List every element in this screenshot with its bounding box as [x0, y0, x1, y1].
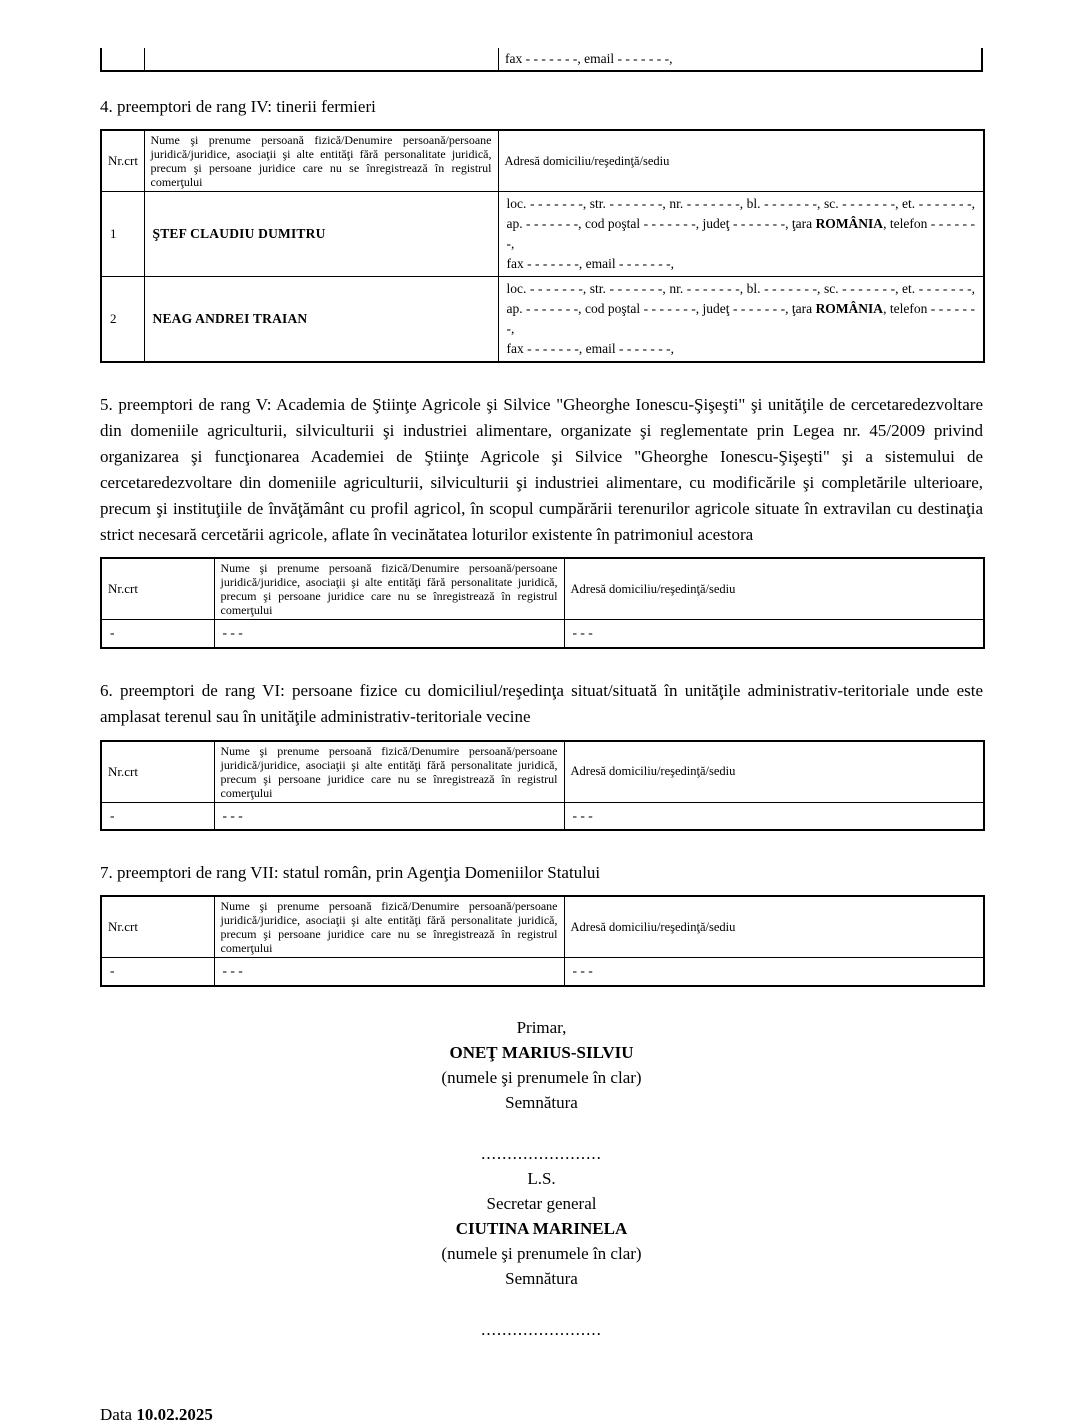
table-header-row: [101, 130, 984, 192]
signature-dotted-line: .......................: [481, 1143, 602, 1163]
row-address: [498, 277, 984, 363]
header-nr-crt: Nr.crt: [101, 130, 144, 192]
address-line2-pre: ap. - - - - - - -, cod poştal - - - - - - -, judeţ - - - - - - -, ţara: [506, 301, 816, 316]
header-address-column: Adresă domiciliu/reşedinţă/sediu: [498, 130, 984, 192]
row-name: - - -: [214, 620, 564, 648]
table-header-row: [101, 896, 984, 958]
section5-paragraph: 5. preemptori de rang V: Academia de Ştiinţe Agricole şi Silvice "Gheorghe Ionescu-Şişeşti" şi unităţile de cercetaredezvoltare din domeniile agriculturii, silviculturii şi industriei alimentare, organizate şi reglementate prin Legea nr. 45/2009 privind organizarea şi funcţionarea Academiei de Ştiinţe Agricole şi Silvice "Gheorghe Ionescu-Şişeşti" şi a sistemului de cercetaredezvoltare din domeniile agriculturii, silviculturii şi industriei alimentare, cu modificările şi completările ulterioare, precum şi instituţiile de învăţământ cu profil agricol, în scopul cumpărării terenurilor agricole situate în extravilan cu destinaţia strict necesară cercetării agricole, aflate în vecinătatea loturilor existente în patrimoniul acestora: [100, 395, 983, 544]
signature-dotted-line: .......................: [481, 1319, 602, 1339]
address-country: ROMÂNIA: [815, 301, 884, 316]
section6-heading: 6. preemptori de rang VI: persoane fizice cu domiciliul/reşedinţa situat/situată în unităţile administrativ-teritoriale unde este amplasat terenul sau în unităţile administrativ-teritoriale vecine: [100, 680, 983, 726]
header-nr-crt: Nr.crt: [101, 558, 214, 620]
address-line2: [507, 299, 976, 339]
row-name: - - -: [214, 958, 564, 986]
address-line2-pre: ap. - - - - - - -, cod poştal - - - - - - -, judeţ - - - - - - -, ţara: [506, 216, 816, 231]
header-name-column: Nume şi prenume persoană fizică/Denumire persoană/persoane juridică/juridice, asociaţii şi alte entităţi fără personalitate juridică, precum şi persoane juridice care nu se înregistrează în registrul comerţului: [214, 896, 564, 958]
date-line: [100, 1402, 983, 1427]
row-address: - - -: [564, 802, 984, 830]
address-line2-post: , telefon - - - - - - -,: [506, 216, 975, 251]
header-name-column: Nume şi prenume persoană fizică/Denumire persoană/persoane juridică/juridice, asociaţii şi alte entităţi fără personalitate juridică, precum şi persoane juridice care nu se înregistrează în registrul comerţului: [214, 741, 564, 803]
header-address-column: Adresă domiciliu/reşedinţă/sediu: [564, 896, 984, 958]
section7-table: [100, 895, 985, 987]
section4-table: [100, 129, 985, 363]
row-name: - - -: [214, 802, 564, 830]
row-address: - - -: [564, 958, 984, 986]
table-header-row: [101, 741, 984, 803]
row-number: -: [101, 958, 214, 986]
address-line2: [507, 214, 976, 254]
row-number: -: [101, 620, 214, 648]
name-note: (numele şi prenumele în clar): [441, 1243, 642, 1263]
address-country: ROMÂNIA: [815, 216, 884, 231]
table-row: [101, 192, 984, 277]
address-line3: fax - - - - - - -, email - - - - - - -,: [506, 256, 675, 271]
row-number: 2: [101, 277, 144, 363]
section7-heading: 7. preemptori de rang VII: statul român, prin Agenţia Domeniilor Statului: [100, 863, 601, 882]
section6-table: [100, 740, 985, 832]
mayor-name: ONEŢ MARIUS-SILVIU: [449, 1042, 634, 1062]
row-address: [498, 192, 984, 277]
header-name-column: Nume şi prenume persoană fizică/Denumire persoană/persoane juridică/juridice, asociaţii şi alte entităţi fără personalitate juridică, precum şi persoane juridice care nu se înregistrează în registrul comerţului: [214, 558, 564, 620]
header-nr-crt: Nr.crt: [101, 741, 214, 803]
partial-cell-address: fax - - - - - - -, email - - - - - - -,: [505, 51, 673, 66]
address-line1: loc. - - - - - - -, str. - - - - - - -, nr. - - - - - - -, bl. - - - - - - -, sc. - - - - - - -, et. - - - - - - -,: [506, 281, 975, 296]
section5-table: [100, 557, 985, 649]
table-row: [101, 958, 984, 986]
secretary-name: CIUTINA MARINELA: [455, 1218, 628, 1238]
secretary-title: Secretar general: [486, 1193, 597, 1213]
header-name-column: Nume şi prenume persoană fizică/Denumire persoană/persoane juridică/juridice, asociaţii şi alte entităţi fără personalitate juridică, precum şi persoane juridice care nu se înregistrează în registrul comerţului: [144, 130, 498, 192]
header-address-column: Adresă domiciliu/reşedinţă/sediu: [564, 558, 984, 620]
table-header-row: [101, 558, 984, 620]
partial-cell-name: [145, 48, 499, 70]
row-name: ŞTEF CLAUDIU DUMITRU: [144, 192, 498, 277]
partial-cell-nr: [102, 48, 145, 70]
header-nr-crt: Nr.crt: [101, 896, 214, 958]
table-row: [101, 277, 984, 363]
row-address: - - -: [564, 620, 984, 648]
section4-heading: 4. preemptori de rang IV: tinerii fermieri: [100, 97, 376, 116]
signature-label: Semnătura: [505, 1268, 578, 1288]
date-value: 10.02.2025: [136, 1404, 213, 1424]
address-line2-post: , telefon - - - - - - -,: [506, 301, 975, 336]
table-row: [101, 802, 984, 830]
header-address-column: Adresă domiciliu/reşedinţă/sediu: [564, 741, 984, 803]
mayor-title: Primar,: [516, 1017, 567, 1037]
partial-table-row: [100, 48, 983, 72]
row-number: -: [101, 802, 214, 830]
name-note: (numele şi prenumele în clar): [441, 1067, 642, 1087]
address-line3: fax - - - - - - -, email - - - - - - -,: [506, 341, 675, 356]
row-number: 1: [101, 192, 144, 277]
signature-label: Semnătura: [505, 1092, 578, 1112]
date-label: Data: [100, 1404, 137, 1424]
signature-block: [100, 1015, 983, 1342]
address-line1: loc. - - - - - - -, str. - - - - - - -, nr. - - - - - - -, bl. - - - - - - -, sc. - - - - - - -, et. - - - - - - -,: [506, 196, 975, 211]
row-name: NEAG ANDREI TRAIAN: [144, 277, 498, 363]
document-content: [100, 0, 983, 1427]
ls-stamp-label: L.S.: [527, 1168, 556, 1188]
table-row: [101, 620, 984, 648]
